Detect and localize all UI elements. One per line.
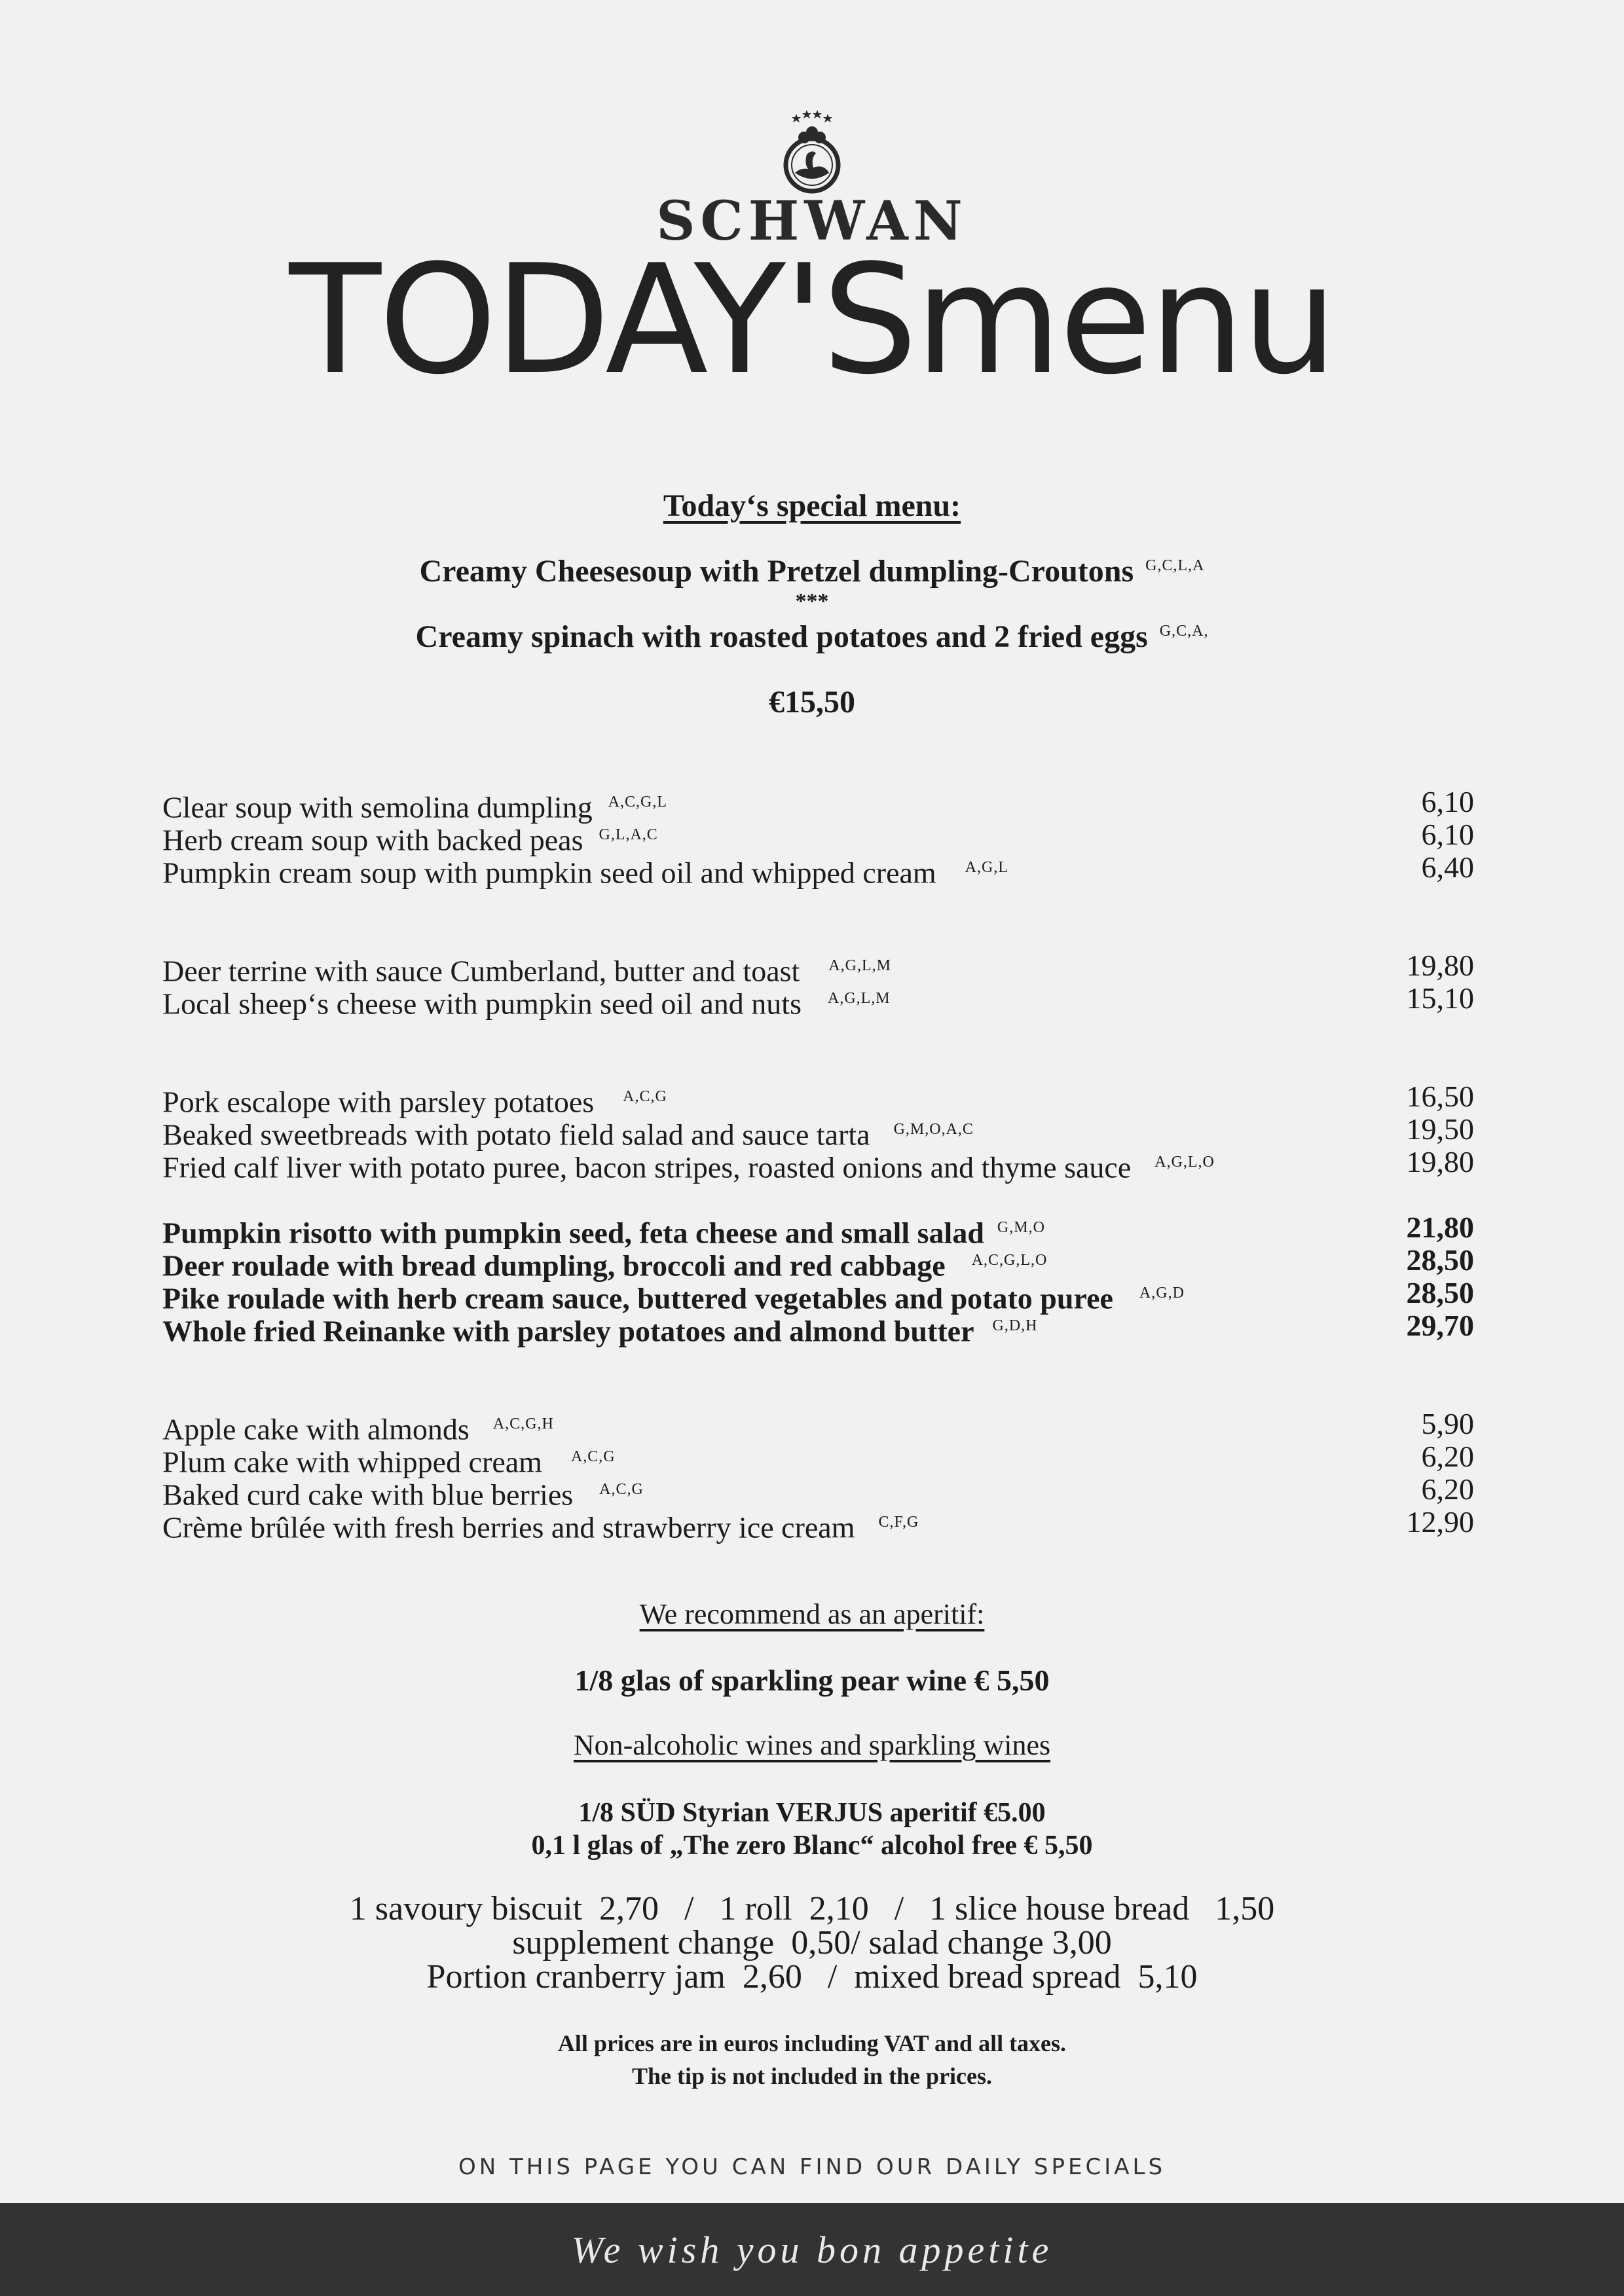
special-heading: Today‘s special menu: <box>663 488 961 523</box>
item-allergens: G,L,A,C <box>599 826 658 843</box>
nonalc-item-1: 1/8 SÜD Styrian VERJUS aperitif €5.00 <box>578 1798 1046 1828</box>
menu-item <box>162 1112 1474 1152</box>
page-title <box>0 233 1624 408</box>
price-note-1: All prices are in euros including VAT and all taxes. <box>557 2030 1067 2056</box>
extras-line-3: Portion cranberry jam 2,60 / mixed bread spread 5,10 <box>426 1958 1198 1995</box>
item-label: Herb cream soup with backed peas <box>162 823 583 857</box>
extras-line-1: 1 savoury biscuit 2,70 / 1 roll 2,10 / 1 slice house bread 1,50 <box>349 1890 1275 1927</box>
item-price: 19,80 <box>1406 949 1474 982</box>
item-price: 6,20 <box>1421 1440 1474 1473</box>
item-price: 29,70 <box>1406 1309 1474 1342</box>
aperitif-item: 1/8 glas of sparkling pear wine € 5,50 <box>574 1664 1050 1697</box>
brand-name: SCHWAN <box>656 190 968 253</box>
item-allergens: C,F,G <box>878 1514 919 1531</box>
item-price: 15,10 <box>1406 981 1474 1015</box>
item-allergens: A,C,G,L <box>608 793 668 811</box>
item-label: Pork escalope with parsley potatoes <box>162 1085 595 1119</box>
menu-item <box>162 850 1474 890</box>
item-allergens: A,C,G <box>623 1088 667 1105</box>
menu-item <box>162 818 1474 857</box>
item-label: Clear soup with semolina dumpling <box>162 790 593 824</box>
special-dish-2-name: Creamy spinach with roasted potatoes and 2 fried eggs <box>415 619 1148 654</box>
item-name <box>162 1309 1037 1347</box>
menu-item <box>162 1145 1474 1184</box>
item-name <box>162 1146 1215 1184</box>
title-low: menu <box>915 233 1335 408</box>
menu-item <box>162 1472 1474 1512</box>
nonalc-heading: Non-alcoholic wines and sparkling wines <box>573 1729 1051 1761</box>
item-price: 6,10 <box>1421 785 1474 818</box>
item-label: Deer roulade with bread dumpling, broccoli and red cabbage <box>162 1248 946 1283</box>
item-allergens: A,C,G <box>570 1448 616 1465</box>
item-allergens: A,C,G,L,O <box>971 1252 1048 1269</box>
item-label: Apple cake with almonds <box>162 1412 470 1446</box>
item-label: Whole fried Reinanke with parsley potatoes and almond butter <box>162 1314 974 1348</box>
special-dish-2-allergens: G,C,A, <box>1159 623 1209 640</box>
special-dish-2 <box>0 619 1624 655</box>
item-name <box>162 1506 919 1544</box>
special-dish-1-allergens: G,C,L,A <box>1145 557 1205 574</box>
footer-bar <box>0 2203 1624 2296</box>
item-name <box>162 982 891 1020</box>
menu-item-special <box>162 1276 1474 1315</box>
item-price: 6,10 <box>1421 818 1474 851</box>
nonalc-item-2: 0,1 l glas of „The zero Blanc“ alcohol free € 5,50 <box>531 1831 1093 1861</box>
item-label: Deer terrine with sauce Cumberland, butter and toast <box>162 954 800 988</box>
item-name <box>162 851 1008 889</box>
item-label: Local sheep‘s cheese with pumpkin seed oil and nuts <box>162 987 802 1021</box>
menu-item <box>162 1080 1474 1119</box>
item-price: 21,80 <box>1406 1211 1474 1244</box>
menu-item-special <box>162 1309 1474 1348</box>
item-price: 28,50 <box>1406 1276 1474 1309</box>
menu-item <box>162 1505 1474 1544</box>
item-allergens: A,G,L,M <box>827 990 891 1007</box>
item-label: Pumpkin cream soup with pumpkin seed oil and whipped cream <box>162 856 936 890</box>
price-note-2: The tip is not included in the prices. <box>631 2063 993 2089</box>
menu-item <box>162 1407 1474 1446</box>
item-allergens: A,G,L,M <box>828 957 891 974</box>
item-label: Beaked sweetbreads with potato field salad and sauce tarta <box>162 1118 870 1152</box>
item-allergens: A,G,L,O <box>1154 1154 1215 1171</box>
title-caps: TODAY'S <box>289 233 915 408</box>
item-price: 28,50 <box>1406 1243 1474 1277</box>
item-price: 19,50 <box>1406 1112 1474 1146</box>
item-price: 12,90 <box>1406 1505 1474 1539</box>
menu-item <box>162 949 1474 988</box>
item-price: 19,80 <box>1406 1145 1474 1178</box>
item-allergens: G,M,O,A,C <box>893 1121 974 1138</box>
special-price: €15,50 <box>769 685 855 720</box>
item-label: Crème brûlée with fresh berries and strawberry ice cream <box>162 1510 855 1544</box>
item-label: Baked curd cake with blue berries <box>162 1478 574 1512</box>
item-label: Pike roulade with herb cream sauce, buttered vegetables and potato puree <box>162 1281 1113 1315</box>
item-allergens: G,D,H <box>992 1317 1038 1334</box>
item-label: Plum cake with whipped cream <box>162 1445 542 1479</box>
item-label: Pumpkin risotto with pumpkin seed, feta cheese and small salad <box>162 1216 984 1250</box>
extras-line-2: supplement change 0,50/ salad change 3,00 <box>512 1924 1112 1961</box>
item-allergens: A,C,G <box>599 1481 644 1498</box>
footer-wish: We wish you bon appetite <box>571 2229 1053 2271</box>
logo <box>0 105 1624 196</box>
item-price: 16,50 <box>1406 1080 1474 1113</box>
aperitif-heading: We recommend as an aperitif: <box>639 1598 985 1630</box>
item-price: 5,90 <box>1421 1407 1474 1440</box>
item-price: 6,20 <box>1421 1472 1474 1506</box>
special-separator: *** <box>795 589 829 613</box>
swan-logo-icon <box>773 105 851 196</box>
daily-specials-note: ON THIS PAGE YOU CAN FIND OUR DAILY SPECIALS <box>458 2154 1166 2180</box>
menu-item-special <box>162 1243 1474 1283</box>
menu-item-special <box>162 1211 1474 1250</box>
item-price: 6,40 <box>1421 850 1474 884</box>
item-label: Fried calf liver with potato puree, bacon stripes, roasted onions and thyme sauce <box>162 1150 1132 1184</box>
menu-item <box>162 981 1474 1021</box>
special-dish-1-name: Creamy Cheesesoup with Pretzel dumpling-Croutons <box>419 554 1134 589</box>
item-allergens: A,G,D <box>1139 1285 1185 1302</box>
menu-item <box>162 1440 1474 1479</box>
item-allergens: A,C,G,H <box>492 1415 554 1432</box>
item-allergens: G,M,O <box>997 1219 1045 1236</box>
item-allergens: A,G,L <box>965 859 1009 876</box>
menu-item <box>162 785 1474 824</box>
special-dish-1 <box>0 553 1624 589</box>
